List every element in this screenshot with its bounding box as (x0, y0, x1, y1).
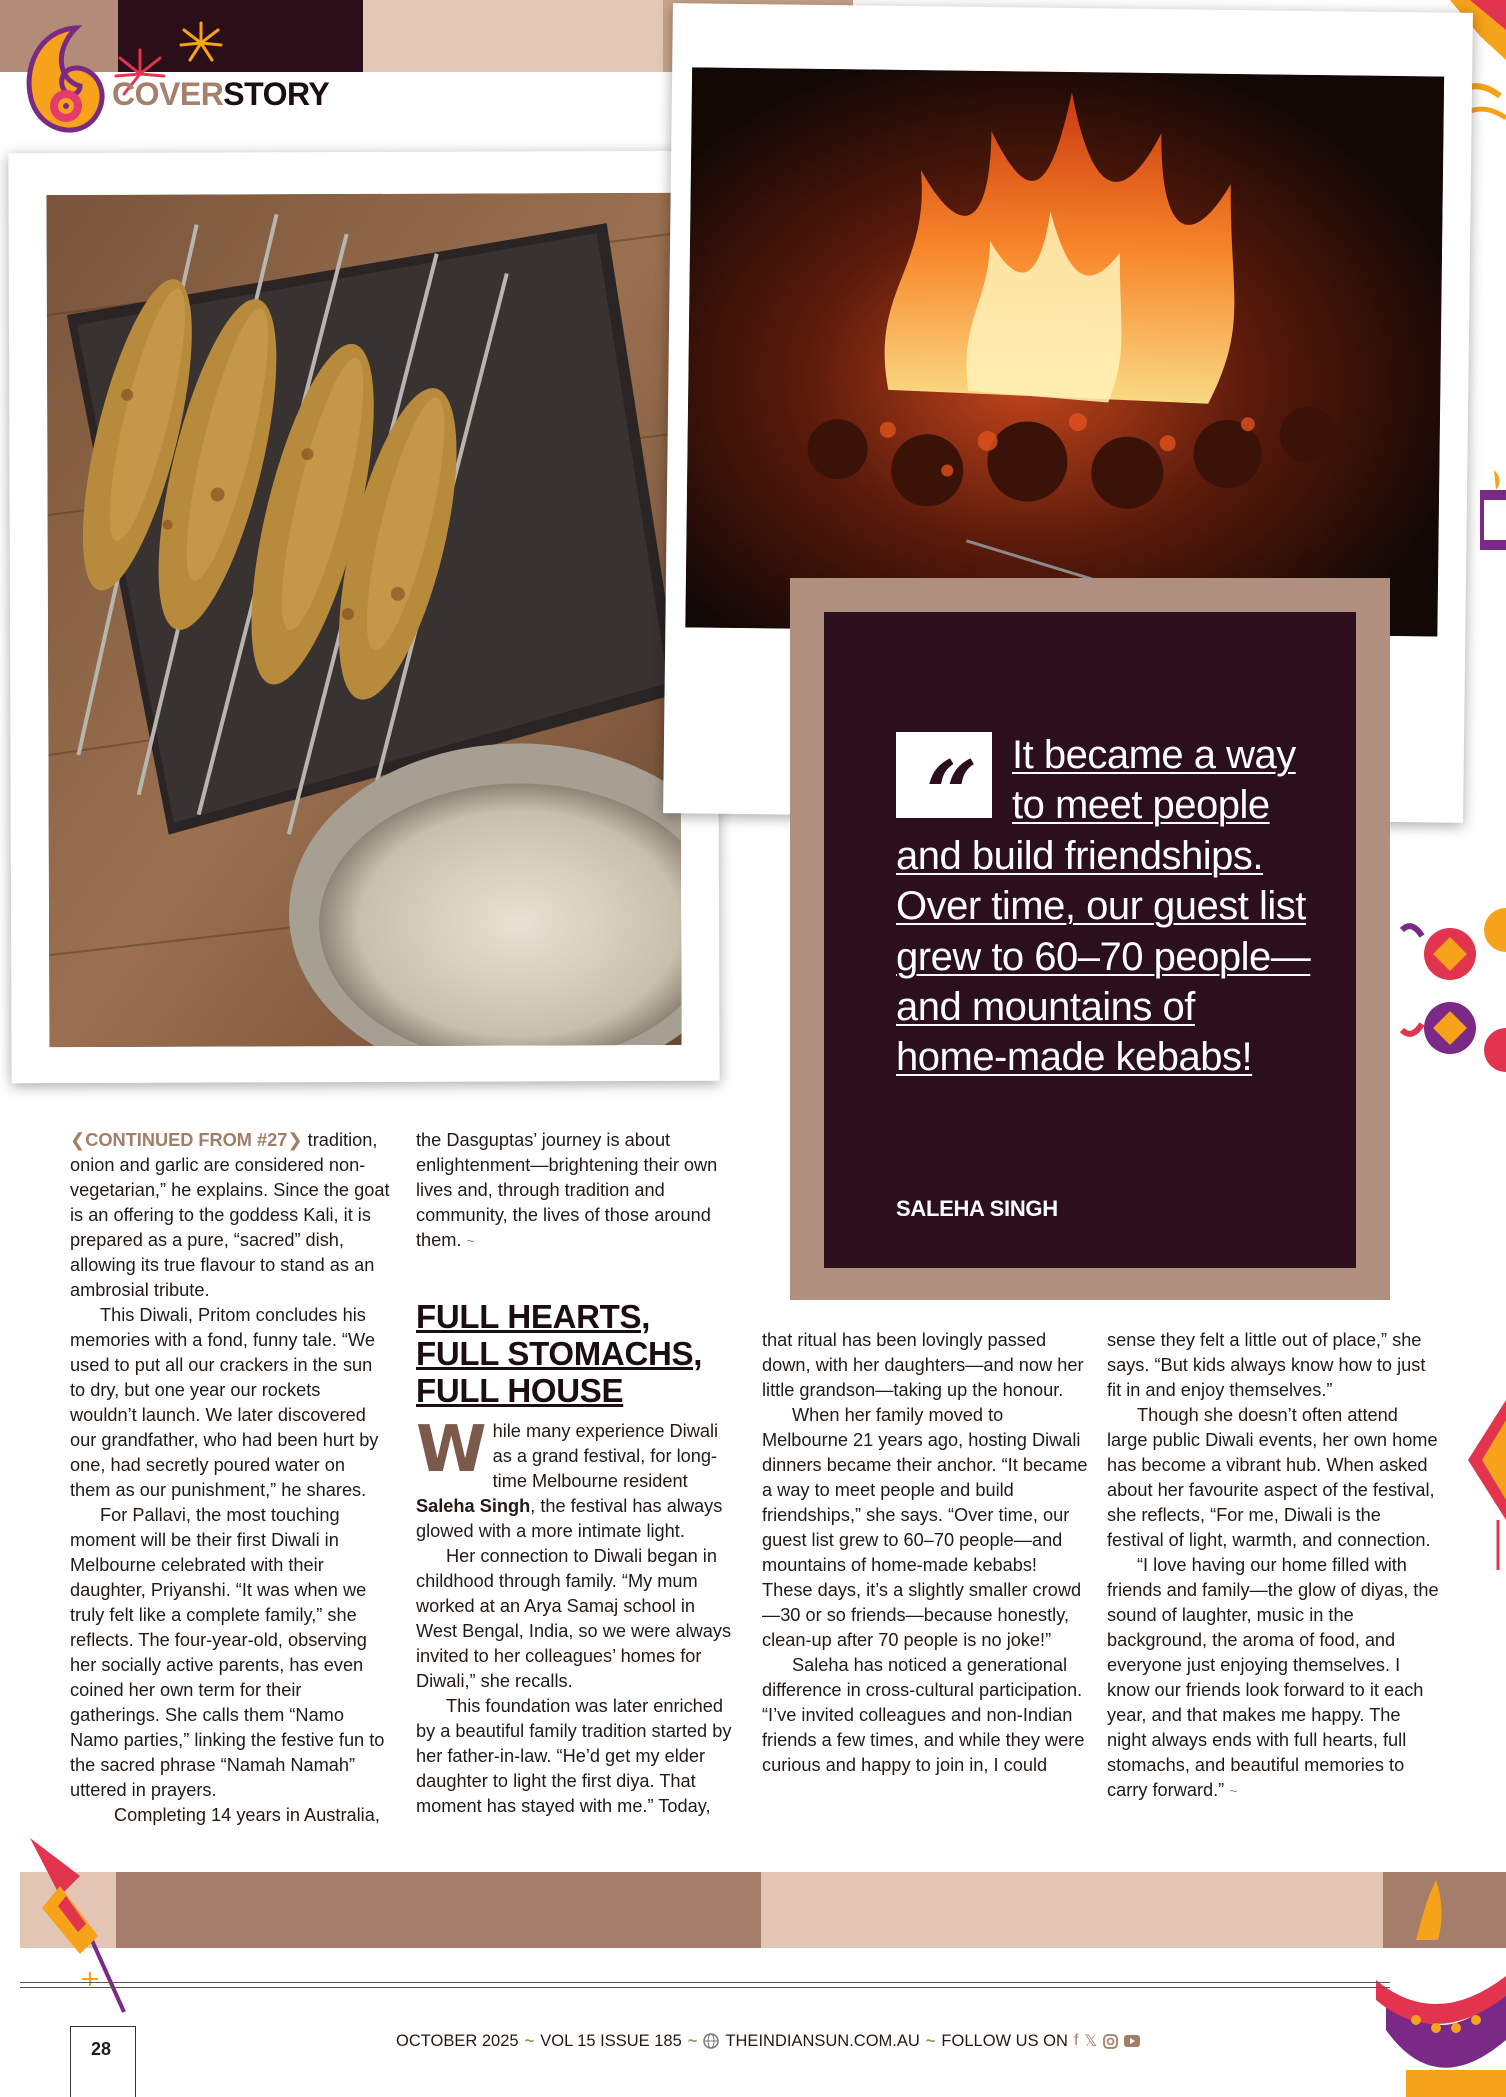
article-paragraph: When her family moved to Melbourne 21 years ago, hosting Diwali dinners became their anchor. “It became a way to meet people and build friendships,” she says. “Over time, our guest list grew to 60–70 people—and mountains of home-made kebabs! These days, it’s a slightly smaller crowd—30 or so friends—because honestly, clean-up after 70 people is no joke!” (762, 1405, 1088, 1650)
footer-date: OCTOBER 2025 (396, 2031, 519, 2050)
paragraph-text: hile many experience Diwali as a grand festival, for long-time Melbourne resident (492, 1421, 719, 1491)
article-paragraph (70, 1128, 390, 1303)
article-paragraph: This foundation was later enriched by a beautiful family tradition started by her father-in-law. “He’d get my elder daughter to light the first diya. That moment has stayed with me.” Today, (416, 1696, 732, 1816)
section-label-cover: COVER (112, 76, 224, 112)
footer-issue: VOL 15 ISSUE 185 (540, 2031, 682, 2050)
pull-quote (790, 578, 1390, 1300)
footer-band (761, 1872, 1383, 1948)
article-paragraph: For Pallavi, the most touching moment will be their first Diwali in Melbourne celebrated with their daughter, Priyanshi. “It was when we truly felt like a complete family,” she reflects. The four-year-old, observing her socially active parents, has even coined her own term for their gatherings. She calls them “Namo Namo parties,” linking the festive fun to the sacred phrase “Namah Namah” uttered in prayers. (70, 1505, 385, 1800)
article-paragraph: sense they felt a little out of place,” she says. “But kids always know how to just fit in and enjoy themselves.” (1107, 1330, 1426, 1400)
article-column-2 (416, 1128, 736, 1819)
footer-rule (20, 1982, 1390, 1988)
pull-quote-author: SALEHA SINGH (896, 1196, 1058, 1221)
article-paragraph (1107, 1553, 1439, 1804)
quote-mark-glyph: “ (909, 741, 979, 847)
instagram-icon[interactable] (1103, 2034, 1118, 2049)
rocket-icon (20, 1836, 130, 2016)
article-paragraph (416, 1413, 736, 1544)
article-paragraph: Her connection to Diwali began in childhood through family. “My mum worked at an Arya Samaj school in West Bengal, India, so we were always invited to her colleagues’ homes for Diwali,” she recalls. (416, 1546, 732, 1691)
end-mark-icon: ~ (1229, 1783, 1238, 1799)
end-mark-icon: ~ (466, 1233, 475, 1249)
footer-bar (396, 2031, 1140, 2051)
section-label (112, 76, 329, 113)
diya-lamp-icon (1376, 1880, 1506, 2097)
section-heading: FULL HEARTS, FULL STOMACHS, FULL HOUSE (416, 1298, 703, 1409)
kebab-photo-frame (8, 151, 719, 1083)
person-name: Saleha Singh (416, 1496, 531, 1516)
x-icon[interactable]: 𝕏 (1084, 2033, 1098, 2050)
article-paragraph: Saleha has noticed a generational difference in cross-cultural participation. “I’ve invited colleagues and non-Indian friends a few times, and while they were curious and happy to join in, I could (762, 1655, 1085, 1775)
footer-follow: FOLLOW US ON (941, 2031, 1068, 2050)
lantern-side-icon (1468, 1400, 1506, 1570)
paisley-icon (18, 20, 108, 145)
paragraph-text: the Dasguptas’ journey is about enlightenment—brightening their own lives and, through tradition and community, the lives of those around them. (416, 1130, 718, 1250)
continued-label[interactable]: ❮CONTINUED FROM #27❯ (70, 1130, 303, 1150)
footer-separator: ~ (687, 2031, 698, 2050)
article-paragraph: Completing 14 years in Australia, (114, 1805, 380, 1825)
header-band-light (363, 0, 663, 72)
paragraph-text: tradition, onion and garlic are considered non-vegetarian,” he explains. Since the goat is an offering to the goddess Kali, it is prepared as a pure, “sacred” dish, allowing its true flavour to stand as an ambrosial tribute. (70, 1130, 390, 1300)
section-label-story: STORY (223, 76, 330, 112)
article-column-1 (70, 1128, 390, 1828)
sparkle-icon (178, 20, 224, 66)
lantern-mid-icon (1476, 470, 1506, 580)
footer-separator: ~ (524, 2031, 535, 2050)
article-paragraph: that ritual has been lovingly passed down, with her daughters—and now her little grandson—taking up the honour. (762, 1330, 1084, 1400)
paragraph-text: “I love having our home filled with friends and family—the glow of diyas, the sound of laughter, music in the background, the aroma of food, and everyone just enjoying themselves. I know our friends look forward to it each year, and that makes me happy. The night always ends with full hearts, full stomachs, and beautiful memories to carry forward.” (1107, 1555, 1439, 1800)
facebook-icon[interactable]: f (1073, 2032, 1079, 2049)
pull-quote-text-content: It became a way to meet people and build friendships. Over time, our guest list grew to 60–70 people—and mountains of home-made kebabs! (896, 733, 1311, 1080)
article-column-4 (1107, 1328, 1439, 1804)
pull-quote-text (896, 730, 1316, 1083)
article-paragraph: This Diwali, Pritom concludes his memories with a fond, funny tale. “We used to put all our crackers in the sun to dry, but one year our rockets wouldn’t launch. We later discovered our grandfather, who had been hurt by one, had secretly poured water on them as our punishment,” he shares. (70, 1305, 379, 1500)
article-paragraph: Though she doesn’t often attend large public Diwali events, her own home has become a vibrant hub. When asked about her favourite aspect of the festival, she reflects, “For me, Diwali is the festival of light, warmth, and connection. (1107, 1405, 1438, 1550)
article-column-3 (762, 1328, 1092, 1778)
drop-cap: W (416, 1413, 487, 1487)
globe-icon (703, 2033, 719, 2049)
youtube-icon[interactable] (1124, 2035, 1140, 2047)
kebab-photo (47, 193, 682, 1047)
footer-band (116, 1872, 761, 1948)
paragraph-text: , the festival has always glowed with a more intimate light. (416, 1496, 723, 1541)
footer-separator: ~ (925, 2031, 936, 2050)
pull-quote-inner (824, 612, 1356, 1268)
fire-photo (685, 67, 1444, 636)
page-number: 28 (70, 2026, 136, 2097)
footer-website[interactable]: THEINDIANSUN.COM.AU (725, 2031, 920, 2050)
article-paragraph (416, 1128, 736, 1254)
diya-flowers-icon (1400, 880, 1506, 1110)
